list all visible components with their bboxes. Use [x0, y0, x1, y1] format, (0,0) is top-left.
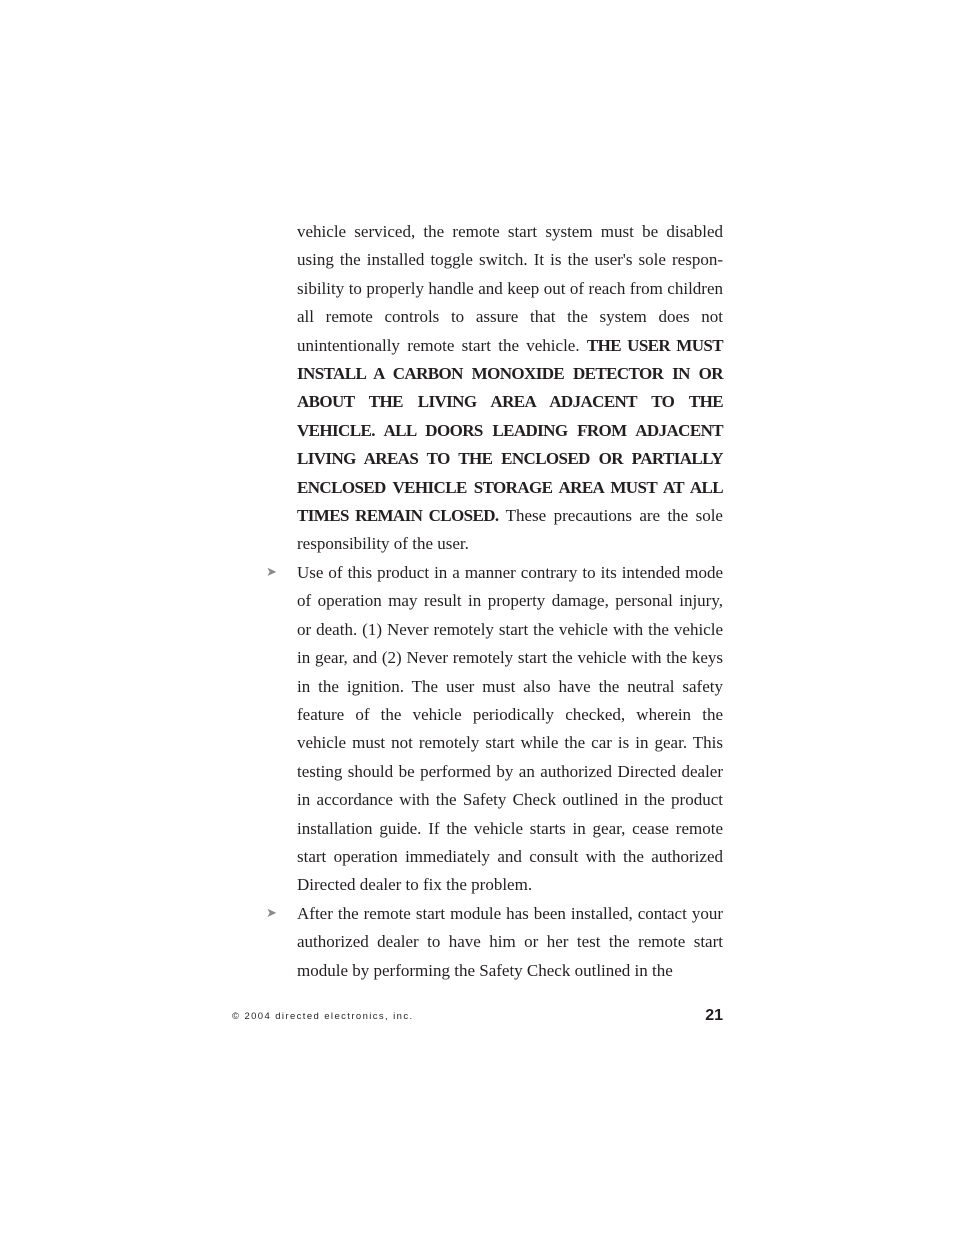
arrow-bullet-icon: ➤	[266, 905, 277, 921]
safety-paragraph	[297, 218, 723, 559]
bullet-item-operation-warning	[266, 559, 723, 900]
arrow-bullet-icon: ➤	[266, 564, 277, 580]
carbon-monoxide-warning: THE USER MUST INSTALL A CARBON MONOXIDE DETECTOR IN OR ABOUT THE LIVING AREA ADJACENT TO THE VEHICLE. ALL DOORS LEADING FROM ADJACENT LIVING AREAS TO THE ENCLOSED OR PARTIALLY ENCLOSED VEHICLE STORAGE AREA MUST AT ALL TIMES REMAIN CLOSED.	[297, 335, 723, 526]
paragraph-tail-text: These precautions are the sole responsibility of the user.	[297, 506, 723, 554]
bullet-text: Use of this product in a manner contrary to its intended mode of operation may result in property damage, personal injury, or death. (1) Never remotely start the vehicle with the vehicle in gear, and (2) Never remotely start the vehicle with the keys in the ignition. The user must also have the neutral safety feature of the vehicle periodically checked, wherein the vehicle must not remotely start while the car is in gear. This testing should be performed by an authorized Directed dealer in accordance with the Safety Check outlined in the product installation guide. If the vehicle starts in gear, cease remote start operation immediately and consult with the authorized Directed dealer to fix the problem.	[297, 562, 723, 895]
body-text	[266, 218, 723, 985]
copyright-notice: © 2004 directed electronics, inc.	[232, 1011, 414, 1022]
bullet-text: After the remote start module has been installed, contact your authorized dealer to have him or her test the remote start module by performing the Safety Check outlined in the	[297, 903, 723, 980]
page-number: 21	[705, 1007, 723, 1024]
paragraph-lead-text: vehicle serviced, the remote start system must be disabled using the installed toggle switch. It is the user's sole responsibility to properly handle and keep out of reach from children all remote controls to assure that the system does not unintentionally remote start the vehicle.	[297, 222, 723, 355]
bullet-item-safety-check	[266, 900, 723, 985]
